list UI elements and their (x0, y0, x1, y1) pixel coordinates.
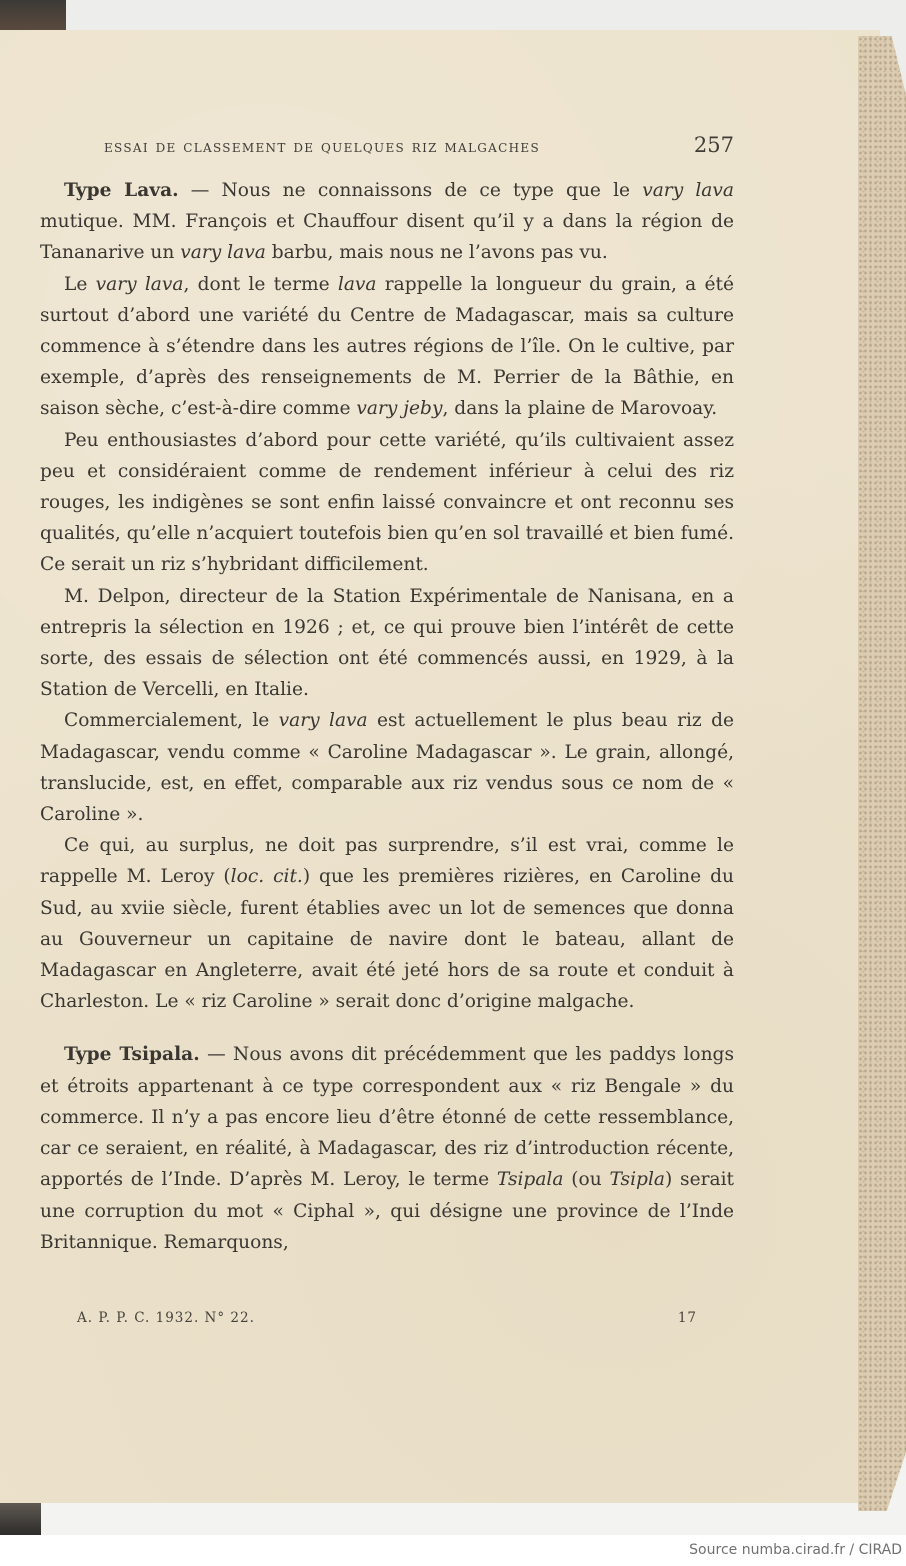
running-header (104, 133, 734, 157)
italic-term: vary lava (642, 180, 734, 201)
italic-term: Tsipala (496, 1169, 564, 1191)
italic-term: vary lava (95, 273, 184, 295)
text-run: , dont le terme (183, 273, 338, 295)
text-run: rappelle la longueur du grain, a été surtout d’abord une variété du Centre de Madagascar, mais sa culture commence à s’étendre dans les autres régions de l’île. On le cultive, par exemple, d’après des renseignements de M. Perrier de la Bâthie, en saison sèche, c’est-à-dire comme (40, 273, 735, 420)
page-block-edge (858, 36, 906, 1511)
paragraph (40, 1039, 734, 1257)
section-heading: Type Lava. (64, 180, 179, 201)
italic-term: vary jeby (356, 398, 443, 420)
text-run: est actuellement le plus beau riz de Madagascar, vendu comme « Caroline Madagascar ». Le grain, allongé, translucide, est, en effet, comparable aux riz vendus sous ce nom de « Caroline ». (40, 710, 734, 826)
page-footer (77, 1310, 697, 1326)
body-text (40, 175, 734, 1258)
italic-term: lava (337, 273, 377, 295)
page-number: 257 (693, 133, 734, 157)
section-heading: Type Tsipala. (64, 1044, 200, 1066)
paragraph (40, 269, 734, 425)
text-run: Commercialement, le (64, 710, 279, 732)
text-run: ) que les premières rizières, en Caroline du Sud, au xviie siècle, furent établies avec un lot de semences que donna au Gouverneur un capitaine de navire dont le bateau, allant de Madagascar en Angleterre, avait été jeté hors de sa route et conduit à Charleston. Le « riz Caroline » serait donc d’origine malgache. (40, 866, 734, 1013)
text-run: barbu, mais nous ne l’avons pas vu. (265, 242, 608, 264)
text-run: ) serait une corruption du mot « Ciphal », qui désigne une province de l’Inde Britannique. Remarquons, (40, 1169, 734, 1253)
italic-term: loc. cit. (230, 866, 303, 888)
text-run: (ou (563, 1169, 610, 1191)
italic-term: vary lava (180, 242, 266, 264)
text-run: M. Delpon, directeur de la Station Expérimentale de Nanisana, en a entrepris la sélection en 1926 ; et, ce qui prouve bien l’intérêt de cette sorte, des essais de sélection ont été commencés aussi, en 1929, à la Station de Vercelli, en Italie. (40, 585, 734, 701)
sheet-number: 17 (677, 1310, 697, 1326)
footer-signature: A. P. P. C. 1932. N° 22. (77, 1310, 255, 1326)
paragraph (40, 705, 734, 830)
italic-term: vary lava (278, 710, 368, 732)
italic-term: Tsipla (609, 1169, 665, 1191)
text-run: Peu enthousiastes d’abord pour cette variété, qu’ils cultivaient assez peu et considéraient comme de rendement inférieur à celui des riz rouges, les indigènes se sont enfin laissé convaincre et ont reconnu ses qualités, qu’elle n’acquiert toutefois bien qu’en sol travaillé et bien fumé. Ce serait un riz s’hybridant difficilement. (40, 429, 734, 576)
paragraph (40, 830, 734, 1017)
text-run: mutique. MM. François et Chauffour disent qu’il y a dans la région de Tananarive un (40, 211, 734, 264)
text-run: — Nous ne connaissons de ce type que le (178, 180, 643, 201)
paragraph (40, 425, 734, 581)
source-credit: Source numba.cirad.fr / CIRAD (689, 1542, 902, 1558)
text-run: — Nous avons dit précédemment que les paddys longs et étroits appartenant à ce type correspondent aux « riz Bengale » du commerce. Il n’y a pas encore lieu d’être étonné de cette ressemblance, car ce seraient, en réalité, à Madagascar, des riz d’introduction récente, apportés de l’Inde. D’après M. Leroy, le terme (40, 1044, 735, 1191)
running-title: essai de classement de quelques riz malgaches (104, 137, 540, 157)
scan-corner-top (0, 0, 66, 31)
paragraph (40, 581, 734, 706)
text-run: Le (64, 273, 96, 295)
paragraph (40, 175, 734, 269)
text-run: , dans la plaine de Marovoay. (442, 398, 718, 420)
text-run: Ce qui, au surplus, ne doit pas surprendre, s’il est vrai, comme le rappelle M. Leroy ( (40, 835, 734, 888)
